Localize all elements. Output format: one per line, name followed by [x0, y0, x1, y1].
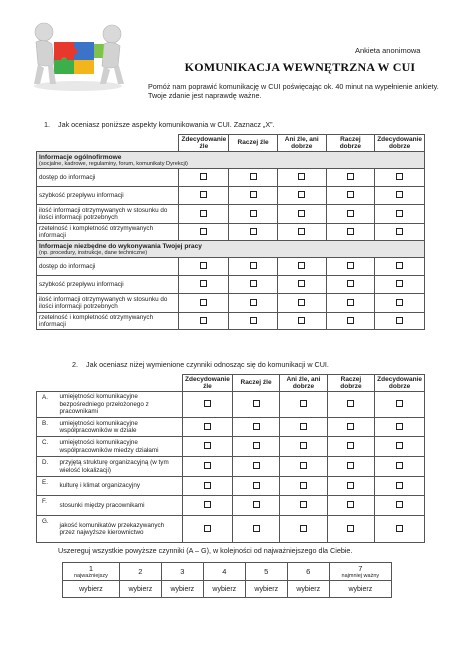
col-header: Raczej źle [229, 135, 278, 152]
row-letter: A. [37, 392, 58, 418]
rank-number: 3 [180, 567, 185, 576]
checkbox[interactable] [347, 525, 354, 532]
checkbox[interactable] [253, 442, 260, 449]
rank-select[interactable]: wybierz [203, 581, 245, 598]
checkbox[interactable] [347, 462, 354, 469]
header-empty-cell [37, 135, 179, 152]
checkbox[interactable] [298, 262, 305, 269]
row-letter: B. [37, 418, 58, 437]
checkbox[interactable] [250, 317, 257, 324]
table-row [37, 205, 425, 224]
section-header-row [37, 152, 425, 169]
checkbox[interactable] [204, 501, 211, 508]
header-empty-cell [37, 375, 183, 392]
checkbox[interactable] [298, 299, 305, 306]
checkbox[interactable] [300, 442, 307, 449]
rank-2 [119, 563, 161, 581]
question-1 [44, 120, 275, 129]
checkbox[interactable] [347, 228, 354, 235]
table-row [37, 477, 425, 496]
checkbox[interactable] [347, 317, 354, 324]
table-row [37, 294, 425, 313]
row-label: jakość komunikatów przekazywanych przez najwyższe kierownictwo [58, 516, 183, 543]
checkbox[interactable] [200, 280, 207, 287]
row-label: ilość informacji otrzymywanych w stosunku do ilości informacji potrzebnych [37, 205, 179, 224]
rank-5 [245, 563, 287, 581]
intro-text: Pomóż nam poprawić komunikację w CUI poświęcając ok. 40 minut na wypełnienie ankiety. Twoje zdanie jest naprawdę ważne. [148, 82, 439, 100]
checkbox[interactable] [347, 262, 354, 269]
checkbox[interactable] [396, 228, 403, 235]
row-label: umiejętności komunikacyjne współpracowników w dziale [58, 418, 183, 437]
rank-number: 7 [358, 564, 363, 573]
section-header [37, 241, 425, 258]
row-label: umiejętności komunikacyjne współpracowników miedzy działami [58, 437, 183, 457]
col-header: Raczej źle [232, 375, 279, 392]
table-row [37, 169, 425, 187]
checkbox[interactable] [204, 423, 211, 430]
checkbox[interactable] [347, 173, 354, 180]
row-label: rzetelność i kompletność otrzymywanych informacji [37, 224, 179, 241]
checkbox[interactable] [347, 191, 354, 198]
checkbox[interactable] [300, 501, 307, 508]
col-header: Zdecydowanie źle [179, 135, 229, 152]
col-header: Zdecydowanie źle [183, 375, 233, 392]
checkbox[interactable] [250, 173, 257, 180]
question-2-text: Jak oceniasz niżej wymienione czynniki odnosząc się do komunikacji w CUI. [86, 360, 329, 369]
checkbox[interactable] [396, 191, 403, 198]
checkbox[interactable] [347, 210, 354, 217]
checkbox[interactable] [204, 400, 211, 407]
table-row [37, 276, 425, 294]
checkbox[interactable] [250, 280, 257, 287]
checkbox[interactable] [396, 299, 403, 306]
section-subtitle: (socjalne, kadrowe, regulaminy, forum, komunikaty Dyrekcji) [39, 160, 188, 167]
checkbox[interactable] [300, 462, 307, 469]
checkbox[interactable] [298, 173, 305, 180]
row-label: umiejętności komunikacyjne bezpośredniego przełożonego z pracownikami [58, 392, 183, 418]
question-1-text: Jak oceniasz poniższe aspekty komunikowania w CUI. Zaznacz „X”. [58, 120, 275, 129]
col-header: Raczej dobrze [326, 135, 375, 152]
checkbox[interactable] [347, 280, 354, 287]
puzzle-people-logo [20, 14, 132, 94]
checkbox[interactable] [204, 525, 211, 532]
checkbox[interactable] [396, 317, 403, 324]
checkbox[interactable] [347, 423, 354, 430]
table-row [37, 313, 425, 330]
question-1-table [36, 134, 425, 330]
checkbox[interactable] [347, 299, 354, 306]
checkbox[interactable] [200, 210, 207, 217]
page-title: KOMUNIKACJA WEWNĘTRZNA W CUI [184, 60, 416, 74]
checkbox[interactable] [298, 228, 305, 235]
checkbox[interactable] [253, 501, 260, 508]
checkbox[interactable] [200, 228, 207, 235]
rank-select[interactable]: wybierz [245, 581, 287, 598]
section-subtitle: (np. procedury, instrukcje, dane techniczne) [39, 249, 148, 256]
rank-4 [203, 563, 245, 581]
table-header-row [37, 135, 425, 152]
table-header-row [37, 375, 425, 392]
row-label: dostęp do informacji [37, 169, 179, 187]
checkbox[interactable] [204, 482, 211, 489]
section-title: Informacje niezbędne do wykonywania Twojej pracy [39, 242, 202, 250]
checkbox[interactable] [250, 228, 257, 235]
col-header: Zdecydowanie dobrze [375, 135, 425, 152]
checkbox[interactable] [396, 482, 403, 489]
checkbox[interactable] [253, 482, 260, 489]
row-label: stosunki między pracownikami [58, 496, 183, 516]
checkbox[interactable] [300, 482, 307, 489]
rank-3 [161, 563, 203, 581]
rank-select[interactable]: wybierz [63, 581, 120, 598]
table-row [37, 224, 425, 241]
section-header-row [37, 241, 425, 258]
table-row [37, 516, 425, 543]
rank-number: 4 [222, 567, 227, 576]
checkbox[interactable] [200, 191, 207, 198]
checkbox[interactable] [250, 262, 257, 269]
col-header: Ani źle, ani dobrze [277, 135, 326, 152]
row-label: przyjętą strukturę organizacyjną (w tym wielość lokalizacji) [58, 457, 183, 477]
table-row [37, 187, 425, 205]
checkbox[interactable] [347, 442, 354, 449]
checkbox[interactable] [396, 525, 403, 532]
question-2-table [36, 374, 425, 543]
checkbox[interactable] [253, 423, 260, 430]
checkbox[interactable] [396, 423, 403, 430]
checkbox[interactable] [200, 262, 207, 269]
rank-first-note: najważniejszy [73, 573, 108, 579]
table-row [37, 418, 425, 437]
table-row [37, 496, 425, 516]
checkbox[interactable] [300, 525, 307, 532]
row-letter: C. [37, 437, 58, 457]
row-label: szybkość przepływu informacji [37, 276, 179, 294]
row-label: kulturę i klimat organizacyjny [58, 477, 183, 496]
checkbox[interactable] [347, 482, 354, 489]
table-row [37, 258, 425, 276]
checkbox[interactable] [300, 400, 307, 407]
rank-select[interactable]: wybierz [119, 581, 161, 598]
ranking-select-row [63, 581, 392, 598]
table-row [37, 457, 425, 477]
checkbox[interactable] [253, 400, 260, 407]
row-label: szybkość przepływu informacji [37, 187, 179, 205]
checkbox[interactable] [253, 462, 260, 469]
checkbox[interactable] [396, 280, 403, 287]
checkbox[interactable] [396, 501, 403, 508]
rank-1 [63, 563, 120, 581]
question-1-number: 1. [44, 120, 50, 129]
row-label: rzetelność i kompletność otrzymywanych informacji [37, 313, 179, 330]
checkbox[interactable] [200, 317, 207, 324]
question-2 [72, 360, 329, 369]
checkbox[interactable] [250, 191, 257, 198]
rank-last-note: najmniej ważny [341, 573, 380, 579]
checkbox[interactable] [347, 501, 354, 508]
anonymous-note: Ankieta anonimowa [355, 46, 421, 55]
rank-select[interactable]: wybierz [161, 581, 203, 598]
rank-select[interactable]: wybierz [329, 581, 391, 598]
checkbox[interactable] [396, 262, 403, 269]
checkbox[interactable] [347, 400, 354, 407]
rank-7 [329, 563, 391, 581]
table-row [37, 437, 425, 457]
ranking-table [62, 562, 392, 598]
section-header [37, 152, 425, 169]
col-header: Zdecydowanie dobrze [375, 375, 425, 392]
rank-number: 1 [88, 564, 94, 573]
rank-number: 6 [306, 567, 311, 576]
checkbox[interactable] [204, 462, 211, 469]
table-row [37, 392, 425, 418]
col-header: Ani źle, ani dobrze [280, 375, 327, 392]
rank-6 [287, 563, 329, 581]
checkbox[interactable] [253, 525, 260, 532]
question-2-number: 2. [72, 360, 78, 369]
checkbox[interactable] [396, 173, 403, 180]
checkbox[interactable] [298, 191, 305, 198]
checkbox[interactable] [200, 299, 207, 306]
rank-number: 5 [264, 567, 269, 576]
row-label: ilość informacji otrzymywanych w stosunku do ilości informacji potrzebnych [37, 294, 179, 313]
rank-select[interactable]: wybierz [287, 581, 329, 598]
row-letter: D. [37, 457, 58, 477]
checkbox[interactable] [396, 400, 403, 407]
row-letter: F. [37, 496, 58, 516]
checkbox[interactable] [200, 173, 207, 180]
checkbox[interactable] [298, 280, 305, 287]
rank-number: 2 [138, 567, 143, 576]
checkbox[interactable] [396, 442, 403, 449]
row-letter: E. [37, 477, 58, 496]
checkbox[interactable] [300, 423, 307, 430]
checkbox[interactable] [298, 317, 305, 324]
ranking-number-row [63, 563, 392, 581]
checkbox[interactable] [204, 442, 211, 449]
checkbox[interactable] [396, 462, 403, 469]
checkbox[interactable] [250, 299, 257, 306]
col-header: Raczej dobrze [327, 375, 374, 392]
row-letter: G. [37, 516, 58, 543]
checkbox[interactable] [396, 210, 403, 217]
section-title: Informacje ogólnofirmowe [39, 153, 122, 161]
checkbox[interactable] [298, 210, 305, 217]
ranking-instruction: Uszereguj wszystkie powyższe czynniki (A – G), w kolejności od najważniejszego dla Ciebie. [58, 546, 353, 555]
checkbox[interactable] [250, 210, 257, 217]
row-label: dostęp do informacji [37, 258, 179, 276]
